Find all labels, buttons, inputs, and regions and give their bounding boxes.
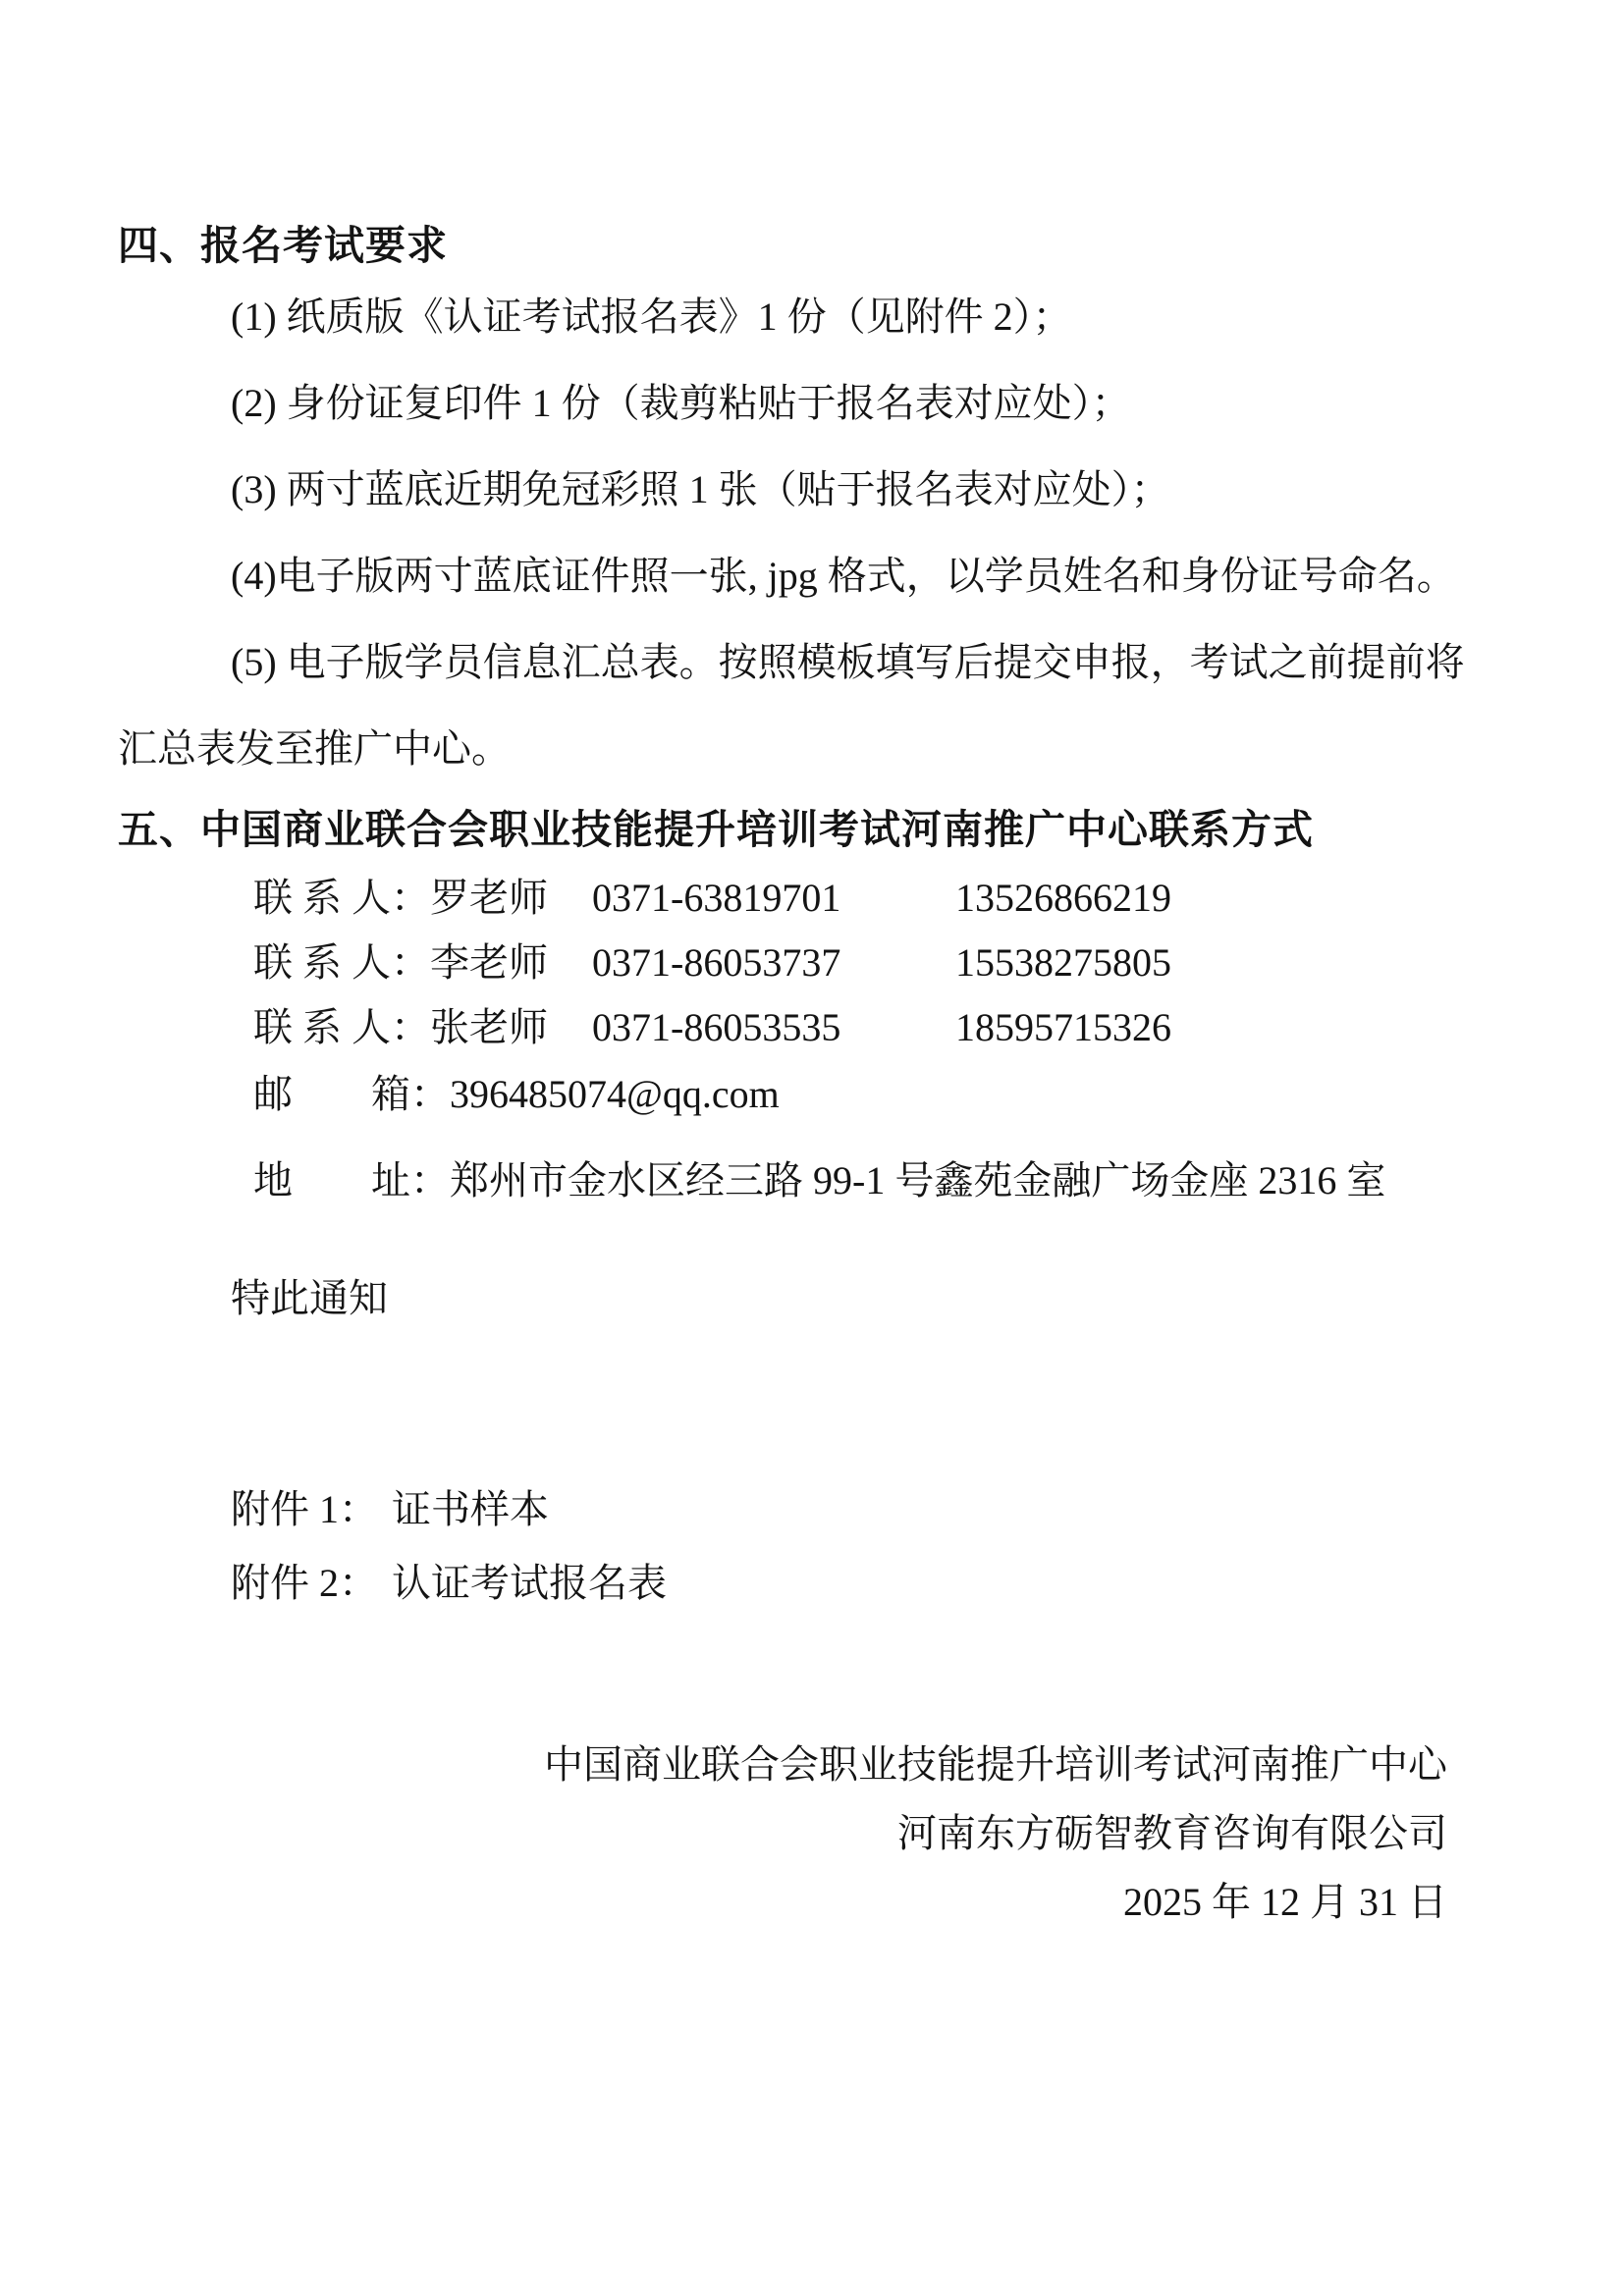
requirement-item-2: (2) 身份证复印件 1 份（裁剪粘贴于报名表对应处）； [231, 381, 1131, 425]
contact-mobile: 13526866219 [955, 876, 1171, 920]
requirement-item-5-continuation: 汇总表发至推广中心。 [118, 726, 511, 771]
contact-person: 罗老师 [430, 876, 548, 920]
contact-row [118, 876, 1506, 921]
email-value: 396485074@qq.com [450, 1072, 780, 1116]
attachment-1 [118, 1487, 1506, 1532]
attachment-1-label: 附件 1： [231, 1487, 378, 1531]
contact-label: 联 系 人： [253, 940, 430, 985]
signature-org-line1: 中国商业联合会职业技能提升培训考试河南推广中心 [544, 1742, 1447, 1787]
contact-label: 联 系 人： [253, 876, 430, 920]
attachment-2-label: 附件 2： [231, 1561, 378, 1605]
address-row [118, 1158, 1506, 1203]
contact-person: 张老师 [430, 1005, 548, 1049]
signature-org-line2: 河南东方砺智教育咨询有限公司 [897, 1811, 1447, 1855]
requirement-item-3: (3) 两寸蓝底近期免冠彩照 1 张（贴于报名表对应处）； [231, 467, 1170, 511]
signature-date: 2025 年 12 月 31 日 [1123, 1880, 1447, 1924]
contact-phone: 0371-86053737 [592, 940, 841, 985]
signature-block [118, 1742, 1506, 1925]
address-label: 地 址： [253, 1158, 450, 1202]
contact-name [253, 876, 592, 921]
requirement-item-4: (4)电子版两寸蓝底证件照一张, jpg 格式，以学员姓名和身份证号命名。 [231, 554, 1456, 598]
requirement-item-1: (1) 纸质版《认证考试报名表》1 份（见附件 2）； [231, 294, 1072, 339]
attachment-2 [118, 1561, 1506, 1606]
address-value: 郑州市金水区经三路 99-1 号鑫苑金融广场金座 2316 室 [450, 1158, 1386, 1202]
notice-text: 特此通知 [231, 1276, 388, 1320]
attachment-1-title: 证书样本 [392, 1487, 549, 1531]
contact-phone: 0371-86053535 [592, 1005, 841, 1049]
section4-heading: 四、报名考试要求 [118, 223, 448, 268]
contact-person: 李老师 [430, 940, 548, 985]
contact-mobile: 18595715326 [955, 1005, 1171, 1049]
attachment-2-title: 认证考试报名表 [392, 1561, 667, 1605]
requirement-item-5: (5) 电子版学员信息汇总表。按照模板填写后提交申报，考试之前提前将 [231, 640, 1465, 684]
email-label: 邮 箱： [253, 1072, 450, 1116]
contact-phone: 0371-63819701 [592, 876, 841, 920]
contact-row [118, 1005, 1506, 1050]
email-row [118, 1072, 1506, 1117]
contact-name [253, 1005, 592, 1050]
section5-heading: 五、中国商业联合会职业技能提升培训考试河南推广中心联系方式 [118, 807, 1314, 852]
contact-name [253, 940, 592, 986]
contact-label: 联 系 人： [253, 1005, 430, 1049]
contact-row [118, 940, 1506, 986]
contact-mobile: 15538275805 [955, 940, 1171, 985]
